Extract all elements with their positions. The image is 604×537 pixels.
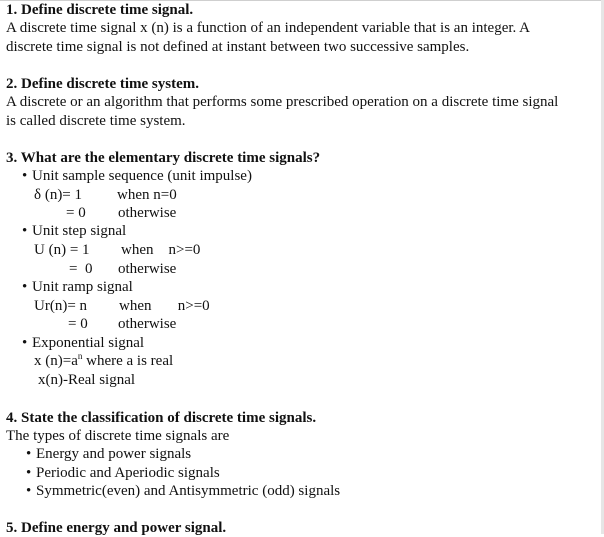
unit-step-label: Unit step signal — [32, 223, 127, 239]
q2-line-2: is called discrete time system. — [6, 113, 186, 129]
exponential-eq — [34, 352, 173, 370]
unit-sample-eq1-cond: when n=0 — [117, 187, 177, 203]
q1-line-1: A discrete time signal x (n) is a function of an independent variable that is an integer. A — [6, 20, 531, 36]
unit-ramp-eq1-lhs: Ur(n)= n — [34, 298, 88, 314]
q5-title: 5. Define energy and power signal. — [6, 520, 227, 536]
unit-ramp-eq2-lhs: = 0 — [68, 316, 88, 332]
exponential-line-2: x(n)-Real signal — [38, 372, 136, 388]
bullet-glyph: • — [22, 223, 28, 239]
q4-item: Energy and power signals — [36, 446, 192, 462]
unit-step-eq1-cond: when n>=0 — [121, 242, 201, 258]
bullet-glyph: • — [22, 279, 28, 295]
bullet-glyph: • — [26, 483, 32, 499]
q4-intro: The types of discrete time signals are — [6, 428, 230, 444]
q1-title: 1. Define discrete time signal. — [6, 2, 194, 18]
exponential-eq-pre: x (n)=a — [34, 353, 78, 369]
unit-sample-eq2-lhs: = 0 — [66, 205, 86, 221]
unit-step-eq1-lhs: U (n) = 1 — [34, 242, 90, 258]
unit-ramp-label: Unit ramp signal — [32, 279, 133, 295]
q1-line-2: discrete time signal is not defined at instant between two successive samples. — [6, 39, 470, 55]
exponential-eq-sup: n — [77, 351, 83, 361]
bullet-glyph: • — [22, 168, 28, 184]
q2-line-1: A discrete or an algorithm that performs some prescribed operation on a discrete time signal — [6, 94, 559, 110]
unit-ramp-eq2-cond: otherwise — [118, 316, 177, 332]
unit-sample-label: Unit sample sequence (unit impulse) — [32, 168, 252, 184]
exponential-eq-post: where a is real — [82, 353, 174, 369]
unit-ramp-eq1-cond: when n>=0 — [119, 298, 210, 314]
q4-item: Periodic and Aperiodic signals — [36, 465, 220, 481]
bullet-glyph: • — [26, 446, 32, 462]
bullet-glyph: • — [26, 465, 32, 481]
q2-title: 2. Define discrete time system. — [6, 76, 199, 92]
exponential-label: Exponential signal — [32, 335, 145, 351]
q3-title: 3. What are the elementary discrete time signals? — [6, 150, 321, 166]
unit-step-eq2-lhs: = 0 — [69, 261, 93, 277]
bullet-glyph: • — [22, 335, 28, 351]
unit-step-eq2-cond: otherwise — [118, 261, 177, 277]
q4-title: 4. State the classification of discrete time signals. — [6, 410, 317, 426]
q4-item: Symmetric(even) and Antisymmetric (odd) signals — [36, 483, 341, 499]
unit-sample-eq2-cond: otherwise — [118, 205, 177, 221]
unit-sample-eq1-lhs: δ (n)= 1 — [34, 187, 83, 203]
